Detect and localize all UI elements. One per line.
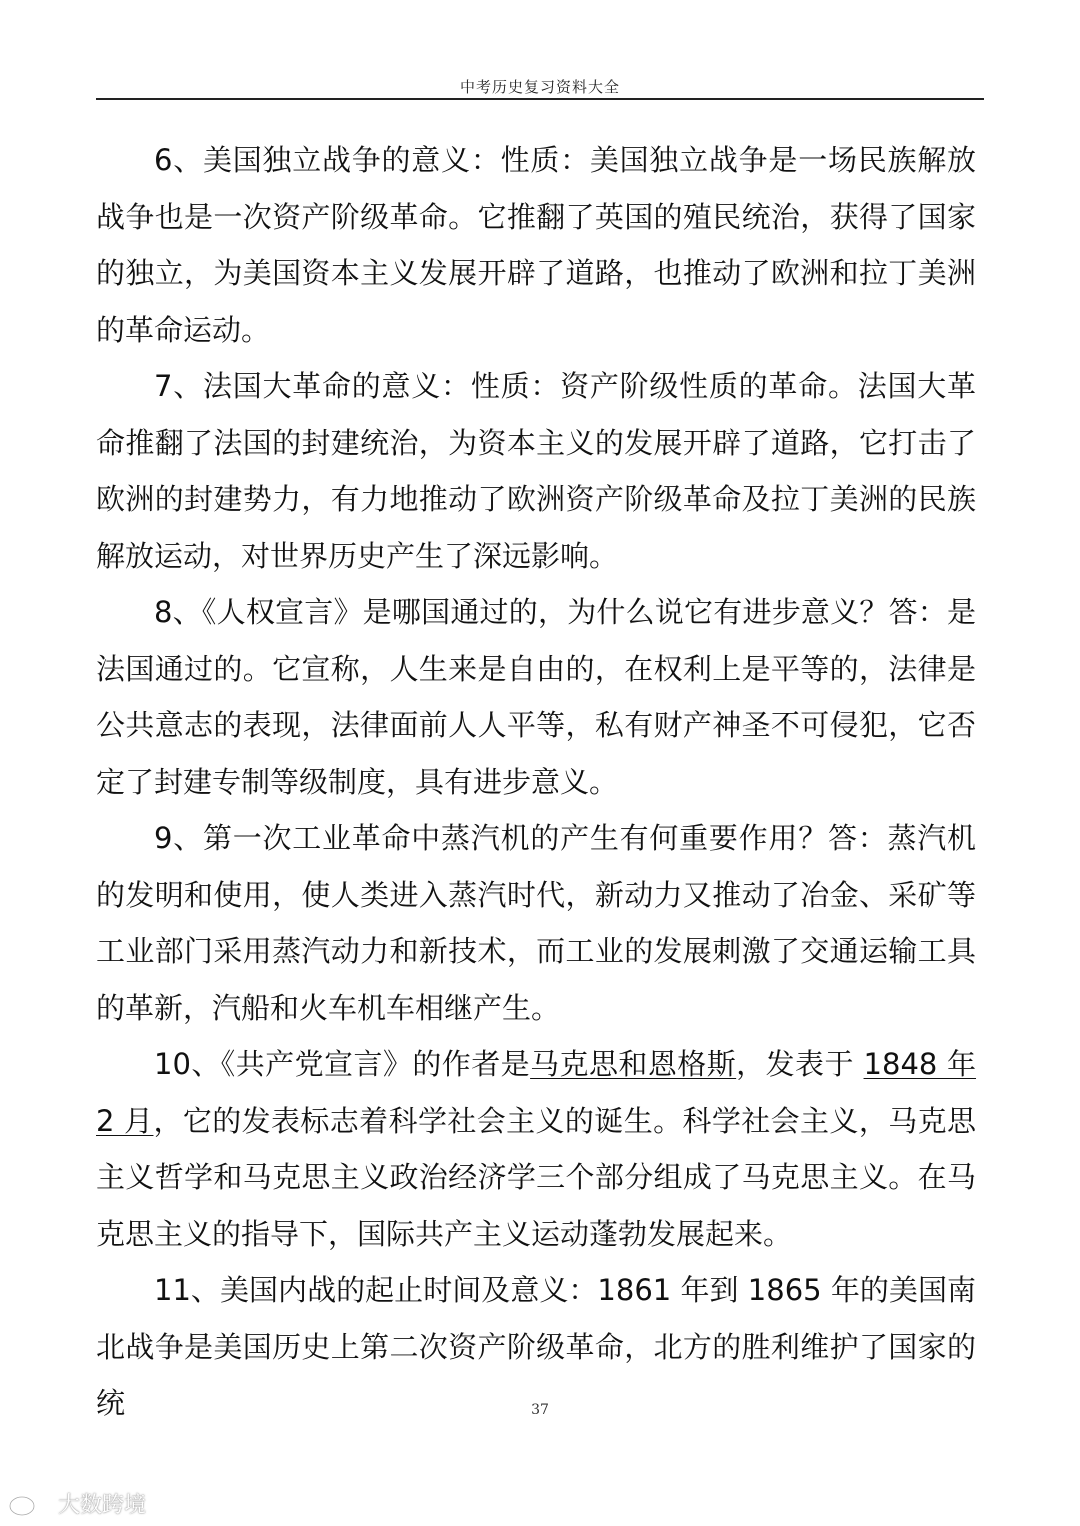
paragraph-7: 7、法国大革命的意义：性质：资产阶级性质的革命。法国大革命推翻了法国的封建统治，为资本主义的发展开辟了道路，它打击了欧洲的封建势力，有力地推动了欧洲资产阶级革命及拉丁美洲的民族解放运动，对世界历史产生了深远影响。 — [96, 369, 976, 573]
paragraph-9: 9、第一次工业革命中蒸汽机的产生有何重要作用？答：蒸汽机的发明和使用，使人类进入蒸汽时代，新动力又推动了冶金、采矿等工业部门采用蒸汽动力和新技术，而工业的发展刺激了交通运输工具的革新，汽船和火车机车相继产生。 — [96, 821, 976, 1025]
underlined-date: 1848 年 2 月 — [96, 1047, 977, 1138]
underlined-authors: 马克思和恩格斯 — [530, 1047, 737, 1081]
weibo-logo-icon — [8, 1491, 52, 1517]
watermark — [8, 1488, 146, 1519]
paragraph-10 — [96, 1036, 976, 1262]
page-header-title: 中考历史复习资料大全 — [459, 78, 620, 96]
page-number: 37 — [531, 1402, 549, 1418]
paragraph-10-lead: 10、《共产党宣言》的作者是 — [154, 1047, 531, 1081]
paragraph-10-rest: ，它的发表标志着科学社会主义的诞生。科学社会主义，马克思主义哲学和马克思主义政治经济学三个部分组成了马克思主义。在马克思主义的指导下，国际共产主义运动蓬勃发展起来。 — [96, 1103, 976, 1251]
header-divider — [96, 98, 984, 100]
watermark-text: 大数跨境 — [58, 1493, 147, 1518]
paragraph-10-mid: ，发表于 — [736, 1047, 864, 1081]
document-body — [96, 132, 976, 1432]
paragraph-6: 6、美国独立战争的意义：性质：美国独立战争是一场民族解放战争也是一次资产阶级革命。它推翻了英国的殖民统治，获得了国家的独立，为美国资本主义发展开辟了道路，也推动了欧洲和拉丁美洲的革命运动。 — [96, 143, 976, 347]
paragraph-11: 11、美国内战的起止时间及意义：1861 年到 1865 年的美国南北战争是美国历史上第二次资产阶级革命，北方的胜利维护了国家的统 — [96, 1273, 976, 1420]
paragraph-8: 8、《人权宣言》是哪国通过的，为什么说它有进步意义？答：是法国通过的。它宣称，人生来是自由的，在权利上是平等的，法律是公共意志的表现，法律面前人人平等，私有财产神圣不可侵犯，它否定了封建专制等级制度，具有进步意义。 — [96, 595, 976, 799]
